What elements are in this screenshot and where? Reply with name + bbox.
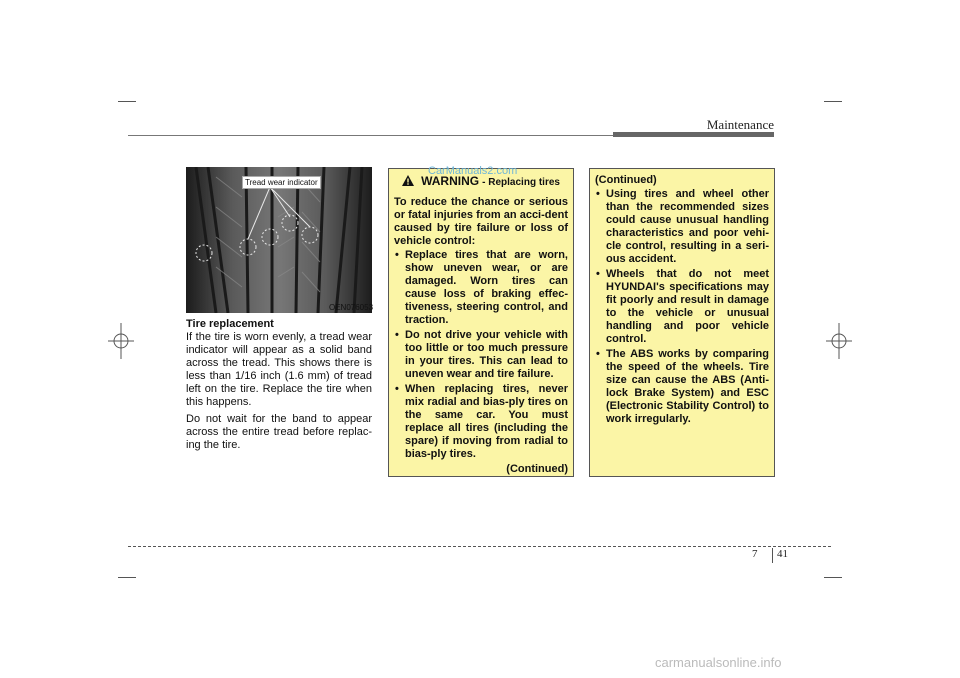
list-item: • The ABS works by comparing the speed of the wheels. Tire size can cause the ABS (Anti-lock Brake System) and ESC (Electronic Stability Control) to work irregularly. [595, 348, 769, 426]
crop-mark-tr-h [824, 101, 842, 102]
list-item: • Wheels that do not meet HYUNDAI's specifications may fit poorly and result in damage to the vehicle or unusual handling and poor vehicle control. [595, 268, 769, 346]
section-title: Maintenance [706, 117, 774, 132]
figure-label: Tread wear indicator [242, 176, 321, 189]
figure-code: OEN076053 [329, 303, 374, 312]
paragraph: If the tire is worn evenly, a tread wear indicator will appear as a solid band across the tread. This shows there is less than 1/16 inch (1.6 mm) of tread left on the tire. Replace the tire when this happens. [186, 331, 372, 408]
list-item: • Using tires and wheel other than the recommended sizes could cause unusual handling characteristics and poor vehi-cle control, resulting in a seri-ous accident. [595, 188, 769, 266]
footer-watermark: carmanualsonline.info [655, 655, 782, 670]
continued-heading: (Continued) [595, 174, 657, 186]
left-column [186, 318, 372, 456]
warning-list [394, 249, 568, 461]
warning-box [388, 168, 574, 477]
warning-heading [394, 175, 568, 190]
watermark-text: CarManuals2.com [428, 165, 518, 177]
warning-intro: To reduce the chance or serious or fatal injuries from an acci-dent caused by tire failure or loss of vehicle control: [394, 196, 568, 247]
header-rule [128, 135, 613, 136]
warning-continued-box [589, 168, 775, 477]
section-heading: Tire replacement [186, 318, 274, 330]
warning-triangle-icon [402, 175, 414, 190]
footer-rule [128, 546, 831, 547]
registration-mark-right [826, 323, 852, 359]
header-rule-accent [613, 132, 774, 137]
page-number: 41 [777, 548, 788, 560]
list-item: • Do not drive your vehicle with too little or too much pressure in your tires. This can lead to uneven wear and tire failure. [394, 329, 568, 381]
warning-word: WARNING [421, 174, 480, 188]
page-number-separator [772, 548, 773, 563]
crop-mark-tl-h [118, 101, 136, 102]
crop-mark-br-h [824, 577, 842, 578]
crop-mark-bl-h [118, 577, 136, 578]
warning-subtitle: - Replacing tires [482, 177, 560, 188]
registration-mark-left [108, 323, 134, 359]
paragraph: Do not wait for the band to appear across the entire tread before replac-ing the tire. [186, 413, 372, 451]
list-item: • Replace tires that are worn, show uneven wear, or are damaged. Worn tires can cause loss of braking effec-tiveness, steering control, and traction. [394, 249, 568, 327]
continued-list [595, 188, 769, 426]
chapter-number: 7 [752, 548, 758, 560]
continued-note: (Continued) [506, 463, 568, 475]
list-item: • When replacing tires, never mix radial and bias-ply tires on the same car. You must replace all tires (including the spare) if moving from radial to bias-ply tires. [394, 383, 568, 461]
